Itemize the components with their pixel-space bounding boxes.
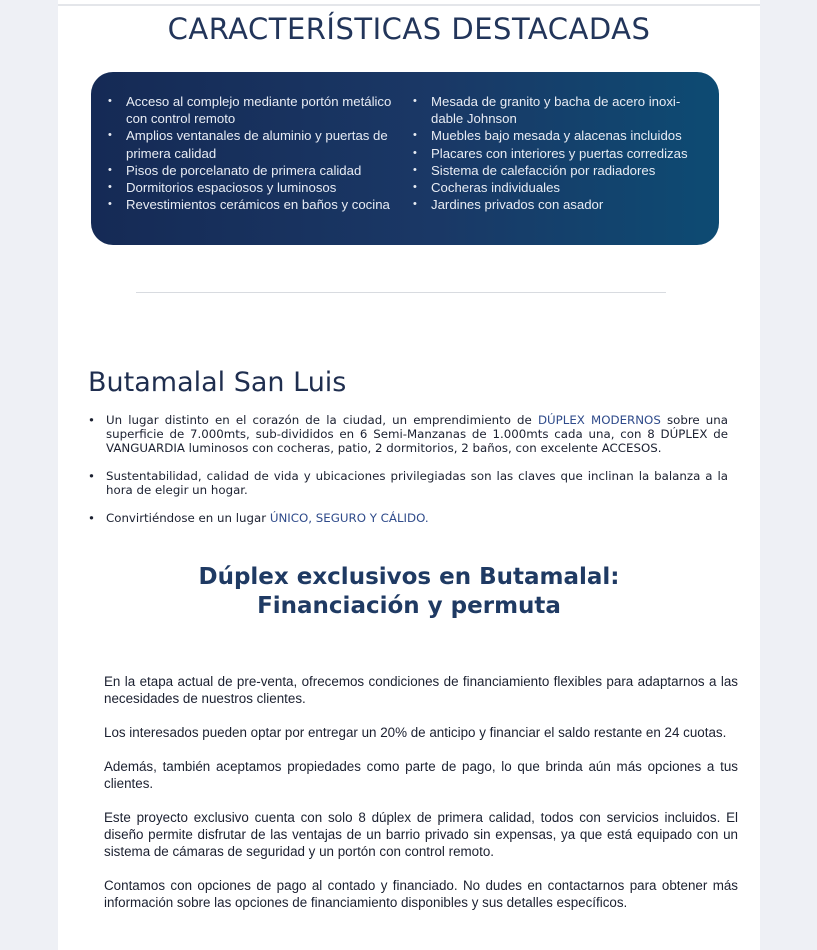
- list-item: [88, 413, 728, 455]
- feature-item: • Jardines privados con asador: [410, 196, 710, 213]
- feature-item: • Revestimientos cerámicos en baños y cocina: [105, 196, 395, 213]
- feature-item: • Amplios ventanales de aluminio y puertas de primera calidad: [105, 127, 395, 161]
- item-text: Un lugar distinto en el corazón de la ciudad, un emprendimiento de: [106, 413, 538, 427]
- paragraph: Los interesados pueden optar por entregar un 20% de anticipo y financiar el saldo restante en 24 cuotas.: [104, 725, 727, 740]
- features-column-right: [410, 93, 710, 213]
- features-heading: CARACTERÍSTICAS DESTACADAS: [167, 12, 651, 46]
- duplex-paragraphs: [104, 673, 738, 928]
- duplex-heading-line2: Financiación y permuta: [257, 593, 561, 619]
- feature-item: • Cocheras individuales: [410, 179, 710, 196]
- list-item: [88, 511, 728, 525]
- paragraph: Contamos con opciones de pago al contado y financiado. No dudes en contactarnos para obtener más información sobre las opciones de financiamiento disponibles y sus detalles específicos.: [104, 878, 738, 910]
- paragraph: En la etapa actual de pre-venta, ofrecemos condiciones de financiamiento flexibles para adaptarnos a las necesidades de nuestros clientes.: [104, 674, 738, 706]
- feature-item: • Pisos de porcelanato de primera calidad: [105, 162, 395, 179]
- butamalal-heading: Butamalal San Luis: [88, 367, 347, 398]
- feature-item: • Placares con interiores y puertas corredizas: [410, 145, 710, 162]
- section-divider: [136, 292, 666, 293]
- features-column-left: [105, 93, 395, 213]
- accent-text: ÚNICO, SEGURO Y CÁLIDO.: [269, 511, 429, 525]
- paragraph: Este proyecto exclusivo cuenta con solo 8 dúplex de primera calidad, todos con servicios incluidos. El diseño permite disfrutar de las ventajas de un barrio privado sin expensas, ya que está equipado con un sistema de cámaras de seguridad y un portón con control remoto.: [104, 810, 738, 859]
- item-text: sobre una superficie de 7.000mts, sub-divididos en 6 Semi-Manzanas de 1.000mts cada una, con 8 DÚPLEX de VANGUARDIA luminosos con cocheras, patio, 2 dormitorios, 2 baños, con excelente ACCESOS.: [106, 413, 728, 455]
- top-divider: [58, 4, 760, 6]
- butamalal-list: [88, 413, 728, 539]
- item-text: Convirtiéndose en un lugar: [106, 511, 270, 525]
- page-content: [58, 0, 760, 950]
- duplex-heading-line1: Dúplex exclusivos en Butamalal:: [198, 564, 620, 590]
- accent-text: DÚPLEX MODERNOS: [537, 413, 661, 427]
- duplex-heading: [58, 563, 760, 621]
- paragraph: Además, también aceptamos propiedades como parte de pago, lo que brinda aún más opciones a tus clientes.: [104, 759, 738, 791]
- list-item: • Sustentabilidad, calidad de vida y ubicaciones privilegiadas son las claves que inclinan la balanza a la hora de elegir un hogar.: [88, 469, 728, 497]
- feature-item: • Dormitorios espaciosos y luminosos: [105, 179, 395, 196]
- feature-item: • Muebles bajo mesada y alacenas incluidos: [410, 127, 710, 144]
- features-box: [91, 72, 719, 245]
- feature-item: • Acceso al complejo mediante portón metálico con control remoto: [105, 93, 395, 127]
- feature-item: • Sistema de calefacción por radiadores: [410, 162, 710, 179]
- feature-item: • Mesada de granito y bacha de acero inoxi-dable Johnson: [410, 93, 710, 127]
